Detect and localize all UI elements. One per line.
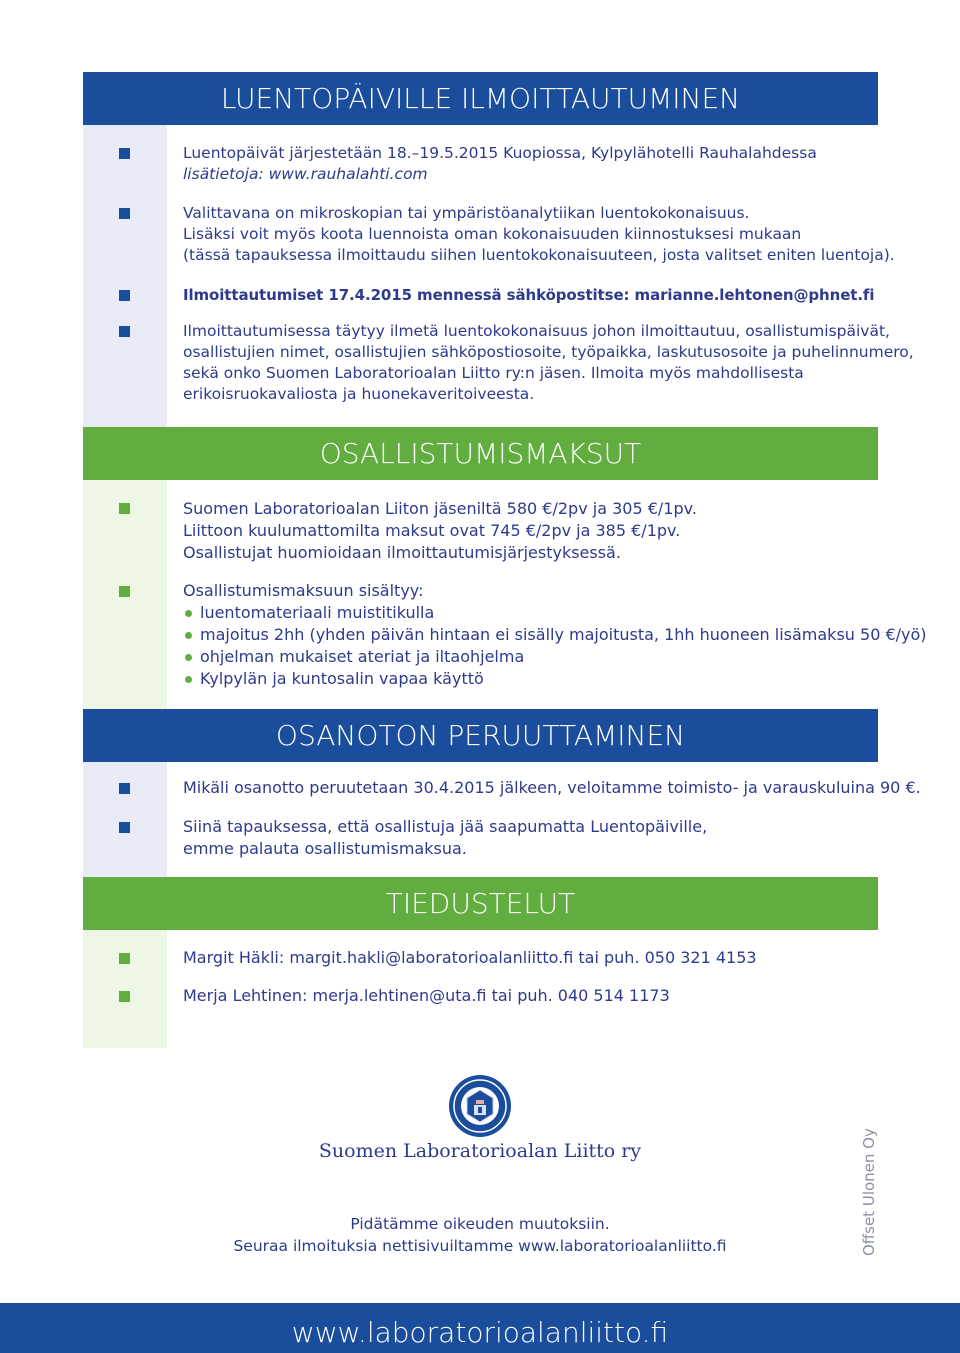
footer-notes: Pidätämme oikeuden muutoksiin. Seuraa ilmoituksia nettisivuiltamme www.laboratorioalanliitto.fi <box>233 1215 727 1255</box>
square-bullet-icon <box>119 991 130 1002</box>
fees-prices: Suomen Laboratorioalan Liiton jäseniltä 580 €/2pv ja 305 €/1pv. Liittoon kuulumattomilta maksut ovat 745 €/2pv ja 385 €/1pv. Osallistujat huomioidaan ilmoittautumisjärjestyksessä. <box>183 499 697 562</box>
cancellation-fee: Mikäli osanotto peruutetaan 30.4.2015 jälkeen, veloitamme toimisto- ja varauskuluina 90 €. <box>183 778 921 797</box>
registration-deadline: Ilmoittautumiset 17.4.2015 mennessä sähköpostitse: marianne.lehtonen@phnet.fi <box>183 286 875 304</box>
organization-name: Suomen Laboratorioalan Liitto ry <box>318 1140 642 1162</box>
section-title: LUENTOPÄIVILLE ILMOITTAUTUMINEN <box>220 82 741 115</box>
square-bullet-icon <box>119 290 130 301</box>
section-header-inquiries <box>83 877 878 930</box>
square-bullet-icon <box>119 586 130 597</box>
footer-url-link[interactable]: www.laboratorioalanliitto.fi <box>291 1316 669 1349</box>
fees-includes: Osallistumismaksuun sisältyy: luentomateriaali muistitikulla majoitus 2hh (yhden päivän hintaan ei sisälly majoitusta, 1hh huoneen lisämaksu 50 €/yö) ohjelman mukaiset ateriat ja iltaohjelma Kylpylän ja kuntosalin vapaa käyttö <box>183 581 927 688</box>
square-bullet-icon <box>119 326 130 337</box>
section-header-fees <box>83 427 878 480</box>
sidebar-strip <box>83 762 167 877</box>
sidebar-strip <box>83 125 167 427</box>
section-title: TIEDUSTELUT <box>385 887 576 920</box>
square-bullet-icon <box>119 208 130 219</box>
sidebar-strip <box>83 930 167 1048</box>
includes-list <box>183 602 927 690</box>
section-header-registration <box>83 72 878 125</box>
section-title: OSANOTON PERUUTTAMINEN <box>275 719 686 752</box>
organization-logo-icon <box>448 1074 512 1138</box>
section-title: OSALLISTUMISMAKSUT <box>319 437 642 470</box>
list-item: ohjelman mukaiset ateriat ja iltaohjelma <box>183 646 927 668</box>
registration-requirements: Ilmoittautumisessa täytyy ilmetä luentokokonaisuus johon ilmoittautuu, osallistumispäivät, osallistujien nimet, osallistujien sähköpostiosoite, työpaikka, laskutusosoite ja puhelinnumero, sekä onko Suomen Laboratorioalan Liitto ry:n jäsen. Ilmoita myös mahdollisesta erikoisruokavaliosta ja huonekaveritoiveesta. <box>183 322 914 403</box>
cancellation-no-show: Siinä tapauksessa, että osallistuja jää saapumatta Luentopäiville, emme palauta osallistumismaksua. <box>183 817 708 858</box>
square-bullet-icon <box>119 148 130 159</box>
list-item: Kylpylän ja kuntosalin vapaa käyttö <box>183 668 927 690</box>
square-bullet-icon <box>119 822 130 833</box>
section-header-cancellation <box>83 709 878 762</box>
contact-item: Margit Häkli: margit.hakli@laboratorioalanliitto.fi tai puh. 050 321 4153 <box>183 948 757 967</box>
square-bullet-icon <box>119 503 130 514</box>
list-item: majoitus 2hh (yhden päivän hintaan ei sisälly majoitusta, 1hh huoneen lisämaksu 50 €/yö) <box>183 624 927 646</box>
square-bullet-icon <box>119 953 130 964</box>
list-item: luentomateriaali muistitikulla <box>183 602 927 624</box>
registration-item-courses: Valittavana on mikroskopian tai ympäristöanalytiikan luentokokonaisuus. Lisäksi voit myös koota luennoista oman kokonaisuuden kiinnostuksesi mukaan (tässä tapauksessa ilmoittaudu siihen luentokokonaisuuteen, josta valitset eniten luentoja). <box>183 204 895 264</box>
square-bullet-icon <box>119 783 130 794</box>
printer-credit: Offset Ulonen Oy <box>860 1128 878 1256</box>
contact-item: Merja Lehtinen: merja.lehtinen@uta.fi tai puh. 040 514 1173 <box>183 986 670 1005</box>
registration-item-dates: Luentopäivät järjestetään 18.–19.5.2015 Kuopiossa, Kylpylähotelli Rauhalahdessa lisätietoja: www.rauhalahti.com <box>183 144 817 183</box>
